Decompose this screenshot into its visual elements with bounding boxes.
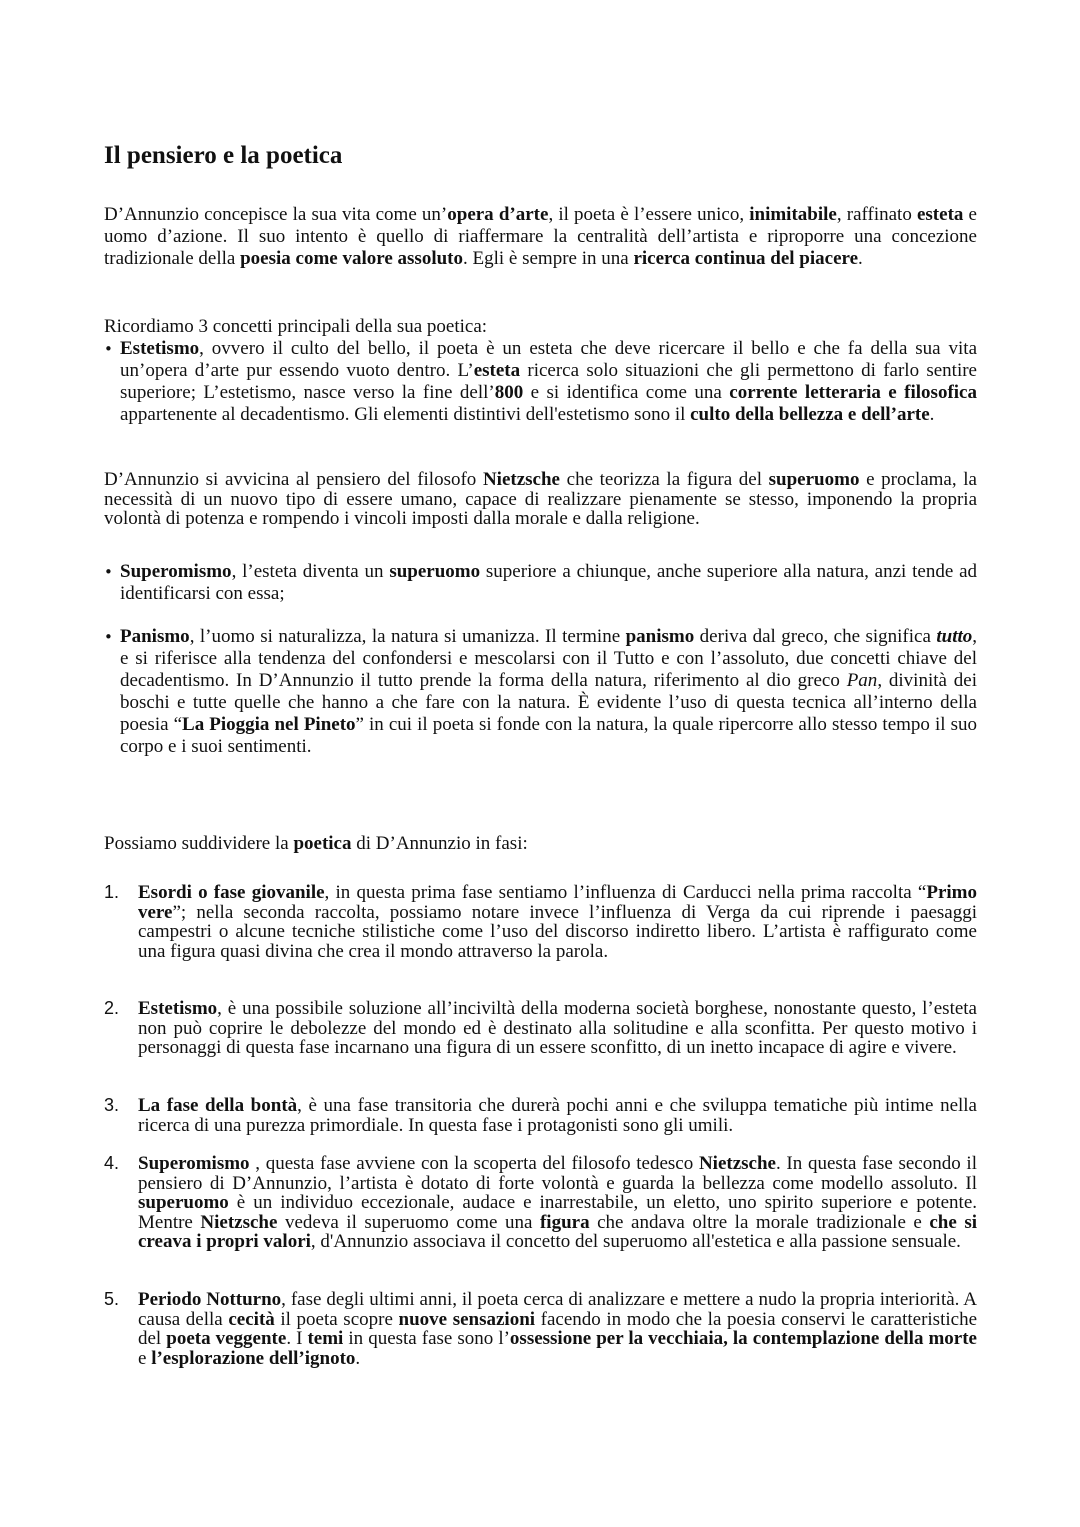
- page-title: Il pensiero e la poetica: [104, 142, 343, 169]
- list-item-text: [120, 338, 977, 426]
- bold-text: Esordi o fase giovanile: [138, 882, 325, 903]
- text-run: ricerca solo situazioni che gli permettono di farlo sentire superiore; L’estetismo, nasce verso la fine dell’: [120, 360, 977, 403]
- bold-text: esteta: [916, 204, 964, 225]
- bold-text: superuomo: [138, 1192, 229, 1213]
- text-run: , divinità dei boschi e tutte quelle che hanno a che fare con la natura. È evidente l’uso di questa tecnica all’interno della poesia “: [120, 670, 977, 735]
- text-run: .: [355, 1347, 361, 1369]
- list-item-fase-3: [104, 1096, 977, 1135]
- list-item-panismo: [104, 626, 977, 758]
- list-number: 1.: [104, 882, 120, 902]
- fasi-intro: [104, 833, 977, 855]
- list-number: 3.: [104, 1095, 120, 1115]
- bold-text: l’esplorazione dell’ignoto: [151, 1347, 356, 1369]
- list-item-text: [120, 561, 977, 605]
- text-run: e uomo d’azione. Il suo intento è quello di riaffermare la centralità dell’artista e riproporre una concezione tradizionale della: [104, 204, 977, 269]
- list-item-estetismo: [104, 338, 977, 426]
- bold-text: superuomo: [389, 561, 481, 582]
- text-run: . In questa fase secondo il pensiero di D’Annunzio, l’artista è dotato di forte volontà e guarda la bellezza come modello assoluto. Il: [138, 1153, 977, 1194]
- bold-text: Panismo: [120, 626, 190, 647]
- nietzsche-paragraph: [104, 470, 977, 529]
- text-run: e proclama, la necessità di un nuovo tipo di essere umano, capace di realizzare pienamente se stesso, imponendo la propria volontà di potenza e rompendo i vincoli imposti dalla morale e dalla religione.: [104, 469, 977, 529]
- text-run: il poeta scopre: [274, 1308, 399, 1330]
- bold-text: Nietzsche: [482, 469, 560, 490]
- bold-text: La fase della bontà: [138, 1095, 298, 1116]
- text-run: .: [858, 248, 863, 269]
- list-number: 4.: [104, 1153, 120, 1173]
- text-run: e: [138, 1347, 152, 1369]
- bold-text: tutto: [936, 626, 973, 647]
- text-run: , raffinato: [836, 204, 917, 225]
- bold-text: figura: [539, 1211, 590, 1233]
- text-run: , fase degli ultimi anni, il poeta cerca di analizzare e mettere a nudo la propria interiorità. A causa della: [138, 1289, 978, 1330]
- bold-text: poeta veggente: [166, 1328, 287, 1349]
- bold-text: Nietzsche: [698, 1153, 776, 1174]
- bullet-icon: •: [104, 628, 113, 646]
- text-run: . Egli è sempre in una: [463, 248, 634, 269]
- text-run: appartenente al decadentismo. Gli elementi distintivi dell'estetismo sono il: [120, 404, 691, 425]
- list-item-fase-1: [104, 883, 977, 961]
- list-item-text: [138, 883, 977, 961]
- text-run: D’Annunzio concepisce la sua vita come un’: [104, 204, 448, 225]
- text-run: , l’esteta diventa un: [231, 561, 390, 582]
- bold-text: cecità: [228, 1308, 275, 1330]
- text-run: Possiamo suddividere la: [104, 833, 294, 854]
- bold-text: corrente letteraria e filosofica: [729, 382, 977, 403]
- text-run: , e si riferisce alla tendenza del confondersi e mescolarsi con il Tutto e con l’assoluto, due concetti chiave del decadentismo. In D’Annunzio il tutto prende la forma della natura, riferimento al dio greco: [120, 626, 977, 691]
- text-run: , è una possibile soluzione all’inciviltà della moderna società borghese, nonostante questo, l’esteta non può coprire le debolezze del mondo ed è destinato alla solitudine e alla sconfitta. Per questo motivo i personaggi di questa fase incarnano una figura di un essere sconfitto, di un inetto incapace di agire e vivere.: [138, 998, 977, 1058]
- text-run: che andava oltre la morale tradizionale e: [589, 1211, 930, 1233]
- list-item-text: [138, 999, 977, 1058]
- text-run: D’Annunzio si avvicina al pensiero del filosofo: [104, 469, 483, 490]
- text-run: deriva dal greco, che significa: [694, 626, 937, 647]
- italic-text: Pan: [846, 670, 878, 691]
- bullet-icon: •: [104, 563, 113, 581]
- list-item-superomismo: [104, 561, 977, 605]
- text-run: facendo in modo che la poesia conservi le caratteristiche del: [138, 1308, 977, 1349]
- bold-text: poesia come valore assoluto: [240, 248, 463, 269]
- text-run: è un individuo eccezionale, audace e inarrestabile, un eletto, uno spirito superiore e potente. Mentre: [138, 1192, 977, 1233]
- text-run: di D’Annunzio in fasi:: [351, 833, 528, 854]
- text-run: , ovvero il culto del bello, il poeta è un esteta che deve ricercare il bello e che fa della sua vita un’opera d’arte pur essendo vuoto dentro. L’: [120, 338, 977, 381]
- bold-text: La Pioggia nel Pineto: [182, 714, 356, 735]
- list-item-fase-4: [104, 1154, 977, 1252]
- bold-text: nuove sensazioni: [398, 1308, 536, 1330]
- bold-text: 800: [494, 382, 524, 403]
- intro-paragraph: [104, 204, 977, 270]
- list-item-text: [138, 1096, 977, 1135]
- bullet-icon: •: [104, 340, 113, 358]
- bold-text: superuomo: [768, 469, 860, 490]
- bold-text: ossessione per la vecchiaia, la contemplazione della morte: [509, 1328, 977, 1349]
- bold-text: esteta: [473, 360, 521, 381]
- text-run: , il poeta è l’essere unico,: [548, 204, 750, 225]
- bold-text: inimitabile: [749, 204, 837, 225]
- list-item-fase-5: [104, 1290, 977, 1368]
- text-run: , questa fase avviene con la scoperta del filosofo tedesco: [249, 1153, 699, 1174]
- text-run: , è una fase transitoria che durerà pochi anni e che sviluppa tematiche più intime nella ricerca di una purezza primordiale. In questa fase i protagonisti sono gli umili.: [138, 1095, 977, 1136]
- bold-text: Nietzsche: [200, 1211, 278, 1233]
- list-item-fase-2: [104, 999, 977, 1058]
- text-run: superiore a chiunque, anche superiore alla natura, anzi tende ad identificarsi con essa;: [120, 561, 978, 604]
- bold-text: Superomismo: [120, 561, 232, 582]
- bold-text: Estetismo: [120, 338, 200, 359]
- bold-text: Periodo Notturno: [138, 1289, 282, 1310]
- bold-text: Estetismo: [138, 998, 218, 1019]
- bold-text: Primo vere: [138, 882, 977, 923]
- text-run: vedeva il superuomo come una: [277, 1211, 540, 1233]
- bold-text: opera d’arte: [447, 204, 549, 225]
- text-run: .: [929, 404, 935, 425]
- text-run: , in questa prima fase sentiamo l’influenza di Carducci nella prima raccolta “: [324, 882, 927, 903]
- text-run: ” in cui il poeta si fonde con la natura, la quale ripercorre allo stesso tempo il suo corpo e i suoi sentimenti.: [120, 714, 977, 757]
- bold-text: ricerca continua del piacere: [633, 248, 859, 269]
- bold-text: temi: [307, 1328, 344, 1349]
- text-run: e si identifica come una: [523, 382, 730, 403]
- list-item-text: [138, 1290, 977, 1368]
- bold-text: culto della bellezza e dell’arte: [690, 404, 930, 425]
- list-item-text: [120, 626, 977, 758]
- bold-text: poetica: [293, 833, 352, 854]
- concepts-intro: [104, 316, 977, 338]
- bold-text: panismo: [625, 626, 695, 647]
- list-number: 5.: [104, 1289, 120, 1309]
- text-run: , l’uomo si naturalizza, la natura si umanizza. Il termine: [189, 626, 626, 647]
- list-number: 2.: [104, 998, 120, 1018]
- bold-text: Superomismo: [138, 1153, 250, 1174]
- list-item-text: [138, 1154, 977, 1252]
- text-run: Ricordiamo 3 concetti principali della sua poetica:: [104, 316, 488, 337]
- text-run: ”; nella seconda raccolta, possiamo notare invece l’influenza di Verga da cui riprende i paesaggi campestri o alcune tecniche stilistiche come l’uso del discorso indiretto libero. L’artista è raffigurato come una figura quasi divina che crea il mondo attraverso la parola.: [138, 901, 977, 962]
- text-run: , d'Annunzio associava il concetto del superuomo all'estetica e alla passione sensuale.: [310, 1231, 961, 1252]
- text-run: che teorizza la figura del: [559, 469, 769, 490]
- text-run: in questa fase sono l’: [343, 1328, 510, 1349]
- text-run: . I: [286, 1328, 308, 1349]
- bold-text: che si creava i propri valori: [138, 1211, 978, 1252]
